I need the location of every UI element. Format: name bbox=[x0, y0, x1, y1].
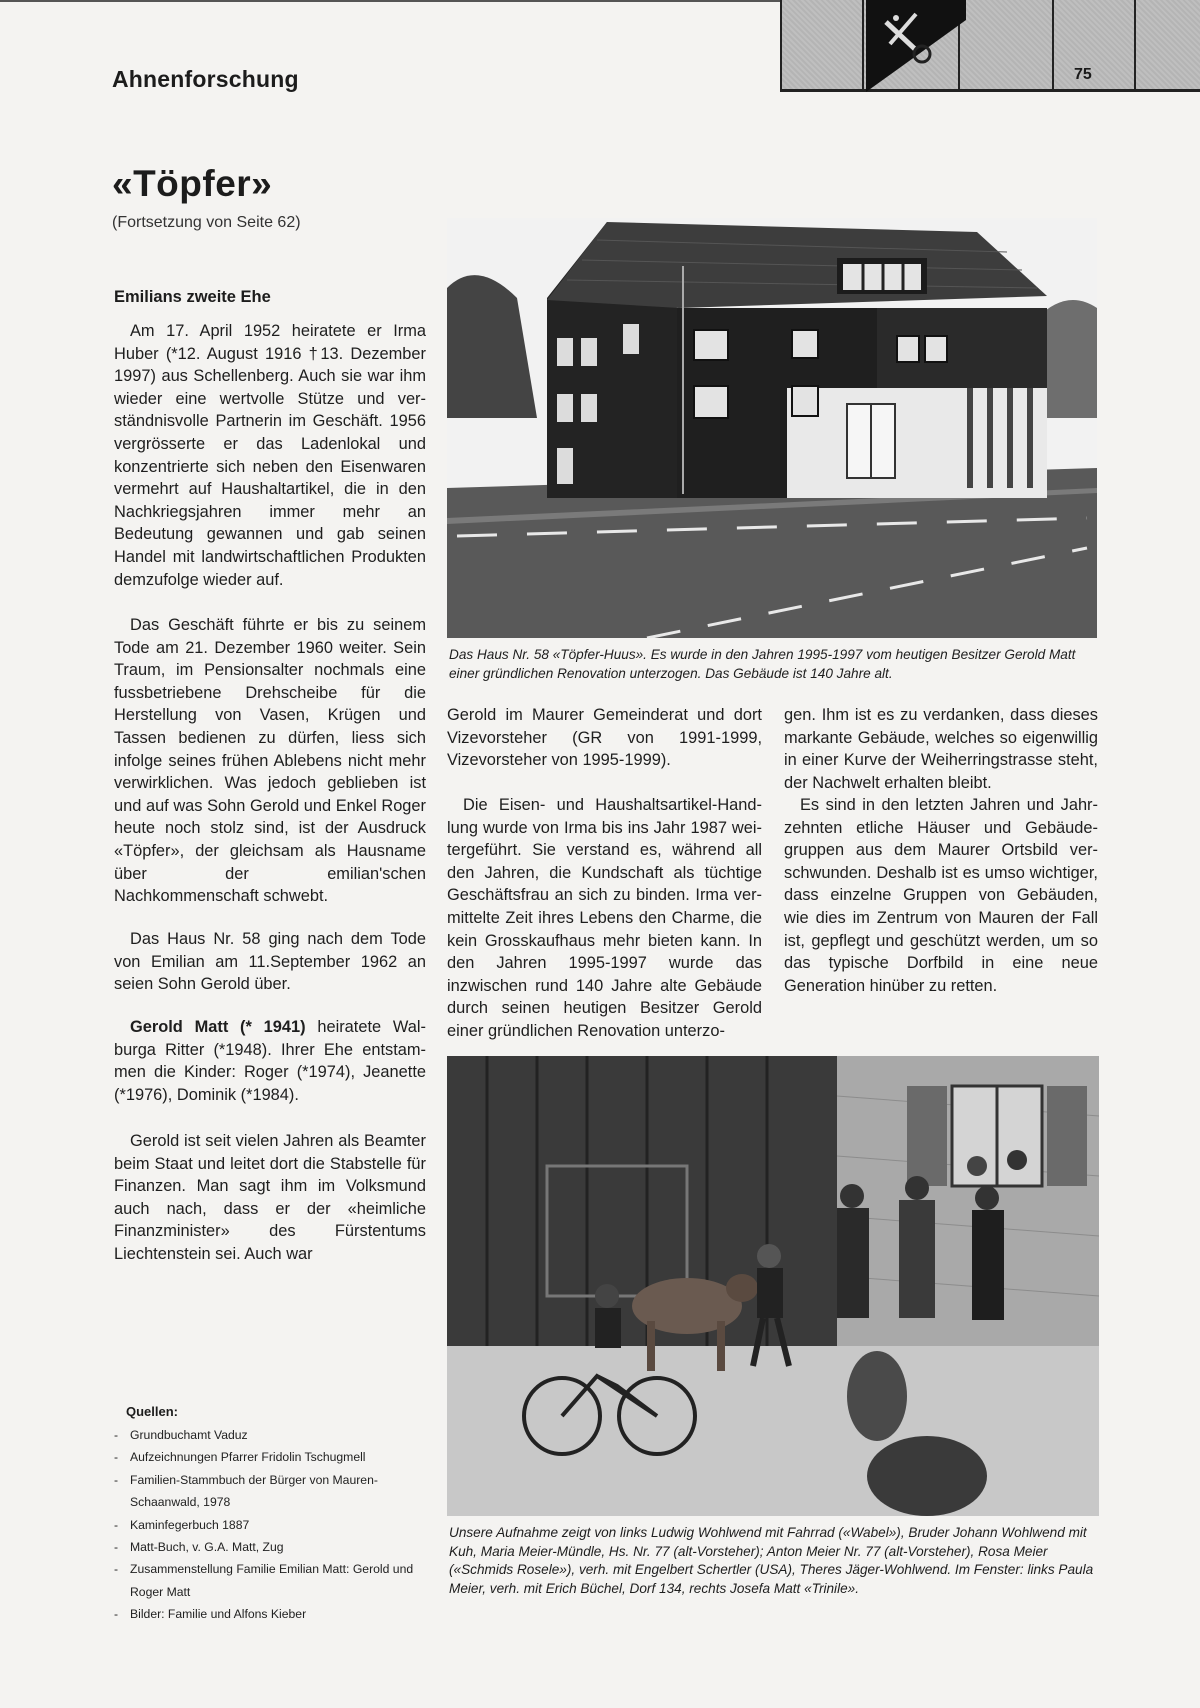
sources-list bbox=[114, 1424, 434, 1626]
paragraph: Gerold ist seit vielen Jahren als Beamter beim Staat und leitet dort die Stabstelle für Finanzen. Man sagt ihm im Volksmund auch nach, dass er der «heimliche Finanzminister» des Fürstentums Liechtenstein sei. Auch war bbox=[114, 1132, 426, 1263]
photo-caption: Unsere Aufnahme zeigt von links Ludwig Wohlwend mit Fahrrad («Wabel»), Bruder Johann Wohlwend mit Kuh, Maria Meier-Mündle, Hs. Nr. 77 (alt-Vorsteher); Anton Meier Nr. 77 (alt-Vorsteher), Rosa Meier («Schmids Rosele»), verh. mit Engelbert Schertler (USA), Theres Jäger-Wohlwend. Im Fenster: links Paula Meier, verh. mit Erich Büchel, Dorf 134, rechts Josefa Matt «Trinile». bbox=[449, 1525, 1094, 1596]
header-band bbox=[780, 0, 1200, 92]
paragraph: Das Geschäft führte er bis zu seinem Tode am 21. Dezember 1960 weiter. Sein Traum, im Pensionsalter nochmals eine fussbetriebene Drehscheibe für die Herstellung von Vasen, Krügen und Tassen bedienen zu dürfen, liess sich infolge seines frühen Ablebens nicht mehr verwirklichen. Was jedoch geblieben ist und auf was Sohn Gerold und Enkel Roger heute noch stolz sind, ist der Ausdruck «Töpfer», der gleichsam als Hausname über der emilian'schen Nachkommenschaft schwebt. bbox=[114, 616, 426, 906]
source-item: - Kaminfegerbuch 1887 bbox=[114, 1514, 434, 1536]
source-item: - Familien-Stammbuch der Bürger von Mauren-Schaanwald, 1978 bbox=[114, 1469, 434, 1514]
page-number: 75 bbox=[1074, 66, 1092, 83]
header-rule bbox=[0, 0, 780, 2]
article-subtitle: (Fortsetzung von Seite 62) bbox=[112, 214, 301, 231]
paragraph: gen. Ihm ist es zu verdanken, dass dieses markante Gebäude, welches so eigenwillig in einer Kurve der Weiherringstrasse steht, der Nachwelt erhalten bleibt. bbox=[784, 706, 1098, 792]
source-item: - Matt-Buch, v. G.A. Matt, Zug bbox=[114, 1536, 434, 1558]
section-title: Ahnenforschung bbox=[112, 66, 299, 92]
section-heading: Emilians zweite Ehe bbox=[114, 288, 271, 306]
paragraph: Die Eisen- und Haushaltsartikel-Handlung wurde von Irma bis ins Jahr 1987 weitergeführt. Sie verstand es, während all den Jahren, die Kundschaft als tüchtige Geschäftsfrau an sich zu binden. Irma vermittelte Zeit ihres Lebens den Charme, die kein Grosskaufhaus mehr bieten kann. In den Jahren 1995-1997 wurde das inzwischen rund 140 Jahre alte Gebäude durch seinen heutigen Besitzer Gerold einer gründlichen Renovation unterzo- bbox=[447, 796, 762, 1040]
sources-title: Quellen: bbox=[126, 1404, 179, 1419]
paragraph: Am 17. April 1952 heiratete er Irma Huber (*12. August 1916 †13. Dezember 1997) aus Schellenberg. Auch sie war ihm wieder eine wertvolle Stütze und verständnisvolle Partnerin im Geschäft. 1956 vergrösserte er das Ladenlokal und konzentrierte sich neben den Eisenwaren vermehrt auf Haushaltartikel, die in den Nachkriegsjahren immer mehr an Bedeutung gewannen und gab seinen Handel mit landwirtschaftlichen Produkten demzufolge wieder auf. bbox=[114, 322, 426, 589]
source-item: - Grundbuchamt Vaduz bbox=[114, 1424, 434, 1446]
article-title: «Töpfer» bbox=[112, 163, 273, 204]
band-divider bbox=[1134, 0, 1136, 92]
paragraph bbox=[114, 1016, 426, 1106]
source-item: - Aufzeichnungen Pfarrer Fridolin Tschugmell bbox=[114, 1446, 434, 1468]
band-divider bbox=[862, 0, 864, 92]
house-photo bbox=[447, 218, 1097, 638]
photo-caption: Das Haus Nr. 58 «Töpfer-Huus». Es wurde in den Jahren 1995-1997 vom heutigen Besitzer Gerold Matt einer gründlichen Renovation unterzogen. Das Gebäude ist 140 Jahre alt. bbox=[449, 647, 1076, 681]
band-divider bbox=[1052, 0, 1054, 92]
paragraph: Es sind in den letzten Jahren und Jahrzehnten etliche Häuser und Gebäudegruppen aus dem Maurer Ortsbild verschwunden. Deshalb ist es umso wichtiger, dass einzelne Gruppen von Gebäuden, wie dies im Zentrum von Mauren der Fall ist, gepflegt und geschützt werden, um so das typische Dorfbild in eine neue Generation hinüber zu retten. bbox=[784, 796, 1098, 995]
band-bottom-rule bbox=[782, 89, 1200, 92]
paragraph: Gerold im Maurer Gemeinderat und dort Vizevorsteher (GR von 1991-1999, Vizevorsteher von 1995-1999). bbox=[447, 706, 762, 770]
paragraph: Das Haus Nr. 58 ging nach dem Tode von Emilian am 11.September 1962 an seien Sohn Gerold über. bbox=[114, 930, 426, 994]
person-name: Gerold Matt (* 1941) bbox=[130, 1018, 306, 1036]
paragraph-text: heiratete Walburga Ritter (*1948). Ihrer Ehe entstammen die Kinder: Roger (*1974), Jeanette (*1976), Dominik (*1984). bbox=[114, 1018, 426, 1104]
municipal-crest-icon bbox=[866, 0, 966, 92]
source-item: - Bilder: Familie und Alfons Kieber bbox=[114, 1603, 434, 1625]
source-item: - Zusammenstellung Familie Emilian Matt: Gerold und Roger Matt bbox=[114, 1558, 434, 1603]
historic-photo bbox=[447, 1056, 1099, 1516]
